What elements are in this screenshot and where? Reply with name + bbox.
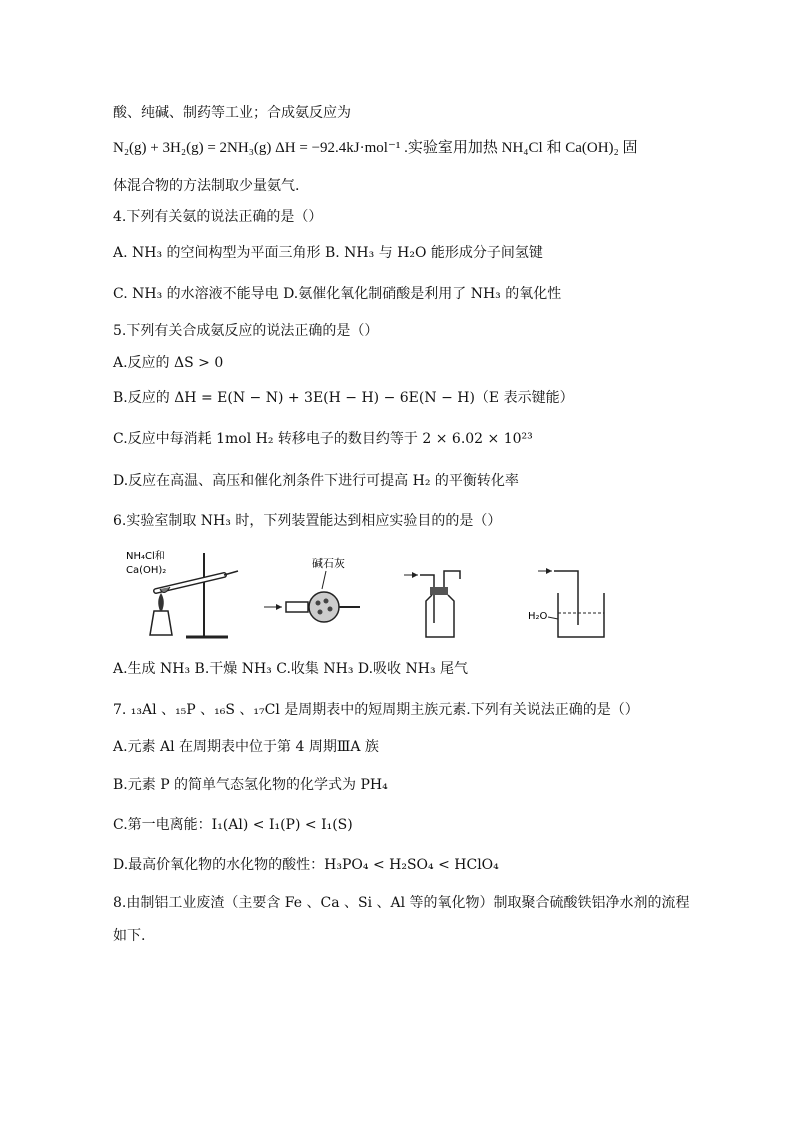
q5-option-c: C.反应中每消耗 1mol H₂ 转移电子的数目约等于 2 × 6.02 × 10²³	[113, 431, 533, 447]
outlet-tube	[444, 571, 460, 589]
q7-option-d: D.最高价氧化物的水化物的酸性：H₃PO₄ < H₂SO₄ < HClO₄	[113, 857, 499, 873]
q5-option-b: B.反应的 ΔH = E(N − N) + 3E(H − H) − 6E(N − H)（E 表示键能）	[113, 390, 574, 406]
label-b: 碱石灰	[312, 557, 345, 570]
flame	[158, 593, 164, 611]
stopper	[430, 587, 448, 595]
apparatus-a-figure	[120, 545, 250, 645]
q5-option-d: D.反应在高温、高压和催化剂条件下进行可提高 H₂ 的平衡转化率	[113, 473, 519, 489]
apparatus-d-figure	[528, 545, 638, 645]
question-6: 6.实验室制取 NH₃ 时，下列装置能达到相应实验目的的是（）	[113, 513, 502, 529]
q7-option-b: B.元素 P 的简单气态氢化物的化学式为 PH₄	[113, 777, 388, 793]
q5-option-a: A.反应的 ΔS > 0	[113, 355, 224, 371]
apparatus-c-figure	[400, 545, 490, 645]
q4-options-cd: C. NH₃ 的水溶液不能导电 D.氨催化氧化制硝酸是利用了 NH₃ 的氧化性	[113, 286, 562, 302]
drying-bulb	[309, 592, 339, 622]
apparatus-b-figure	[260, 545, 390, 645]
equation-line: N₂(g) + 3H₂(g) = 2NH₃(g) ΔH = −92.4kJ·mol⁻¹ .实验室用加热 NH₄Cl 和 Ca(OH)₂ 固	[113, 140, 638, 156]
label-a-2: Ca(OH)₂	[126, 565, 167, 576]
intro-line-1: 酸、纯碱、制药等工业；合成氨反应为	[113, 105, 351, 121]
question-8: 8.由制铝工业废渣（主要含 Fe 、Ca 、Si 、Al 等的氧化物）制取聚合硫酸铁铝净水剂的流程	[113, 895, 690, 911]
question-5: 5.下列有关合成氨反应的说法正确的是（）	[113, 323, 379, 339]
q4-options-ab: A. NH₃ 的空间构型为平面三角形 B. NH₃ 与 H₂O 能形成分子间氢键	[113, 245, 543, 261]
label-d: H₂O	[528, 611, 548, 622]
q6-options: A.生成 NH₃ B.干燥 NH₃ C.收集 NH₃ D.吸收 NH₃ 尾气	[113, 661, 469, 677]
q7-option-a: A.元素 Al 在周期表中位于第 4 周期ⅢA 族	[113, 739, 379, 755]
alcohol-lamp	[150, 611, 172, 635]
label-a-1: NH₄Cl和	[126, 551, 165, 562]
question-4: 4.下列有关氨的说法正确的是（）	[113, 209, 323, 225]
gas-bottle	[426, 595, 454, 637]
q7-option-c: C.第一电离能：I₁(Al) < I₁(P) < I₁(S)	[113, 817, 353, 833]
intro-line-3: 体混合物的方法制取少量氨气.	[113, 178, 300, 194]
question-8-cont: 如下.	[113, 928, 146, 944]
beaker	[558, 593, 604, 637]
question-7: 7. ₁₃Al 、₁₅P 、₁₆S 、₁₇Cl 是周期表中的短周期主族元素.下列有关说法正确的是（）	[113, 702, 639, 718]
